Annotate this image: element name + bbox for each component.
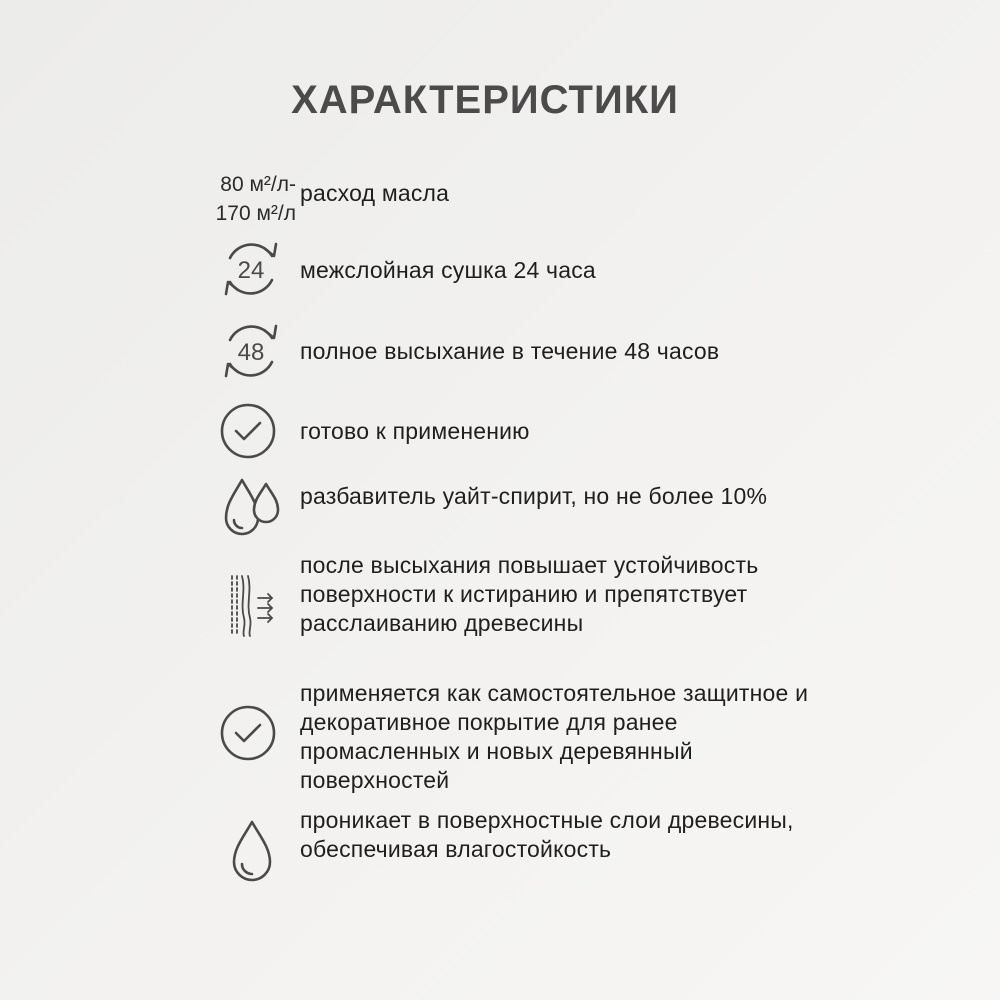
refresh-48-label: 48 (237, 339, 265, 366)
rate-line-1: 80 м²/л- (220, 173, 296, 196)
refresh-48-icon (218, 318, 284, 384)
double-drop-icon (222, 476, 286, 542)
feature-text-thinner: разбавитель уайт-спирит, но не более 10% (300, 483, 768, 509)
refresh-24-icon (218, 236, 284, 302)
feature-text-ready-to-use: готово к применению (300, 418, 530, 444)
rate-line-2: 170 м²/л (215, 202, 296, 225)
check-circle-icon (218, 703, 278, 763)
feature-text-standalone-coating: применяется как самостоятельное защитное и декоративное покрытие для ранее промасленных и новых деревянный поверхностей (300, 680, 809, 793)
refresh-24-label: 24 (237, 257, 265, 284)
drop-icon (228, 818, 276, 884)
check-circle-icon (218, 401, 278, 461)
feature-text-abrasion-resistance: после высыхания повышает устойчивость поверхности к истиранию и препятствует расслаиванию древесины (300, 552, 759, 636)
feature-text-full-drying: полное высыхание в течение 48 часов (300, 338, 720, 364)
wood-fibers-icon (228, 574, 276, 638)
consumption-rate-value (188, 170, 296, 228)
feature-text-consumption: расход масла (300, 180, 450, 206)
feature-text-interlayer-drying: межслойная сушка 24 часа (300, 257, 596, 283)
feature-text-moisture-resistance: проникает в поверхностные слои древесины, обеспечивая влагостойкость (300, 807, 794, 862)
page-title: ХАРАКТЕРИСТИКИ (291, 78, 679, 122)
